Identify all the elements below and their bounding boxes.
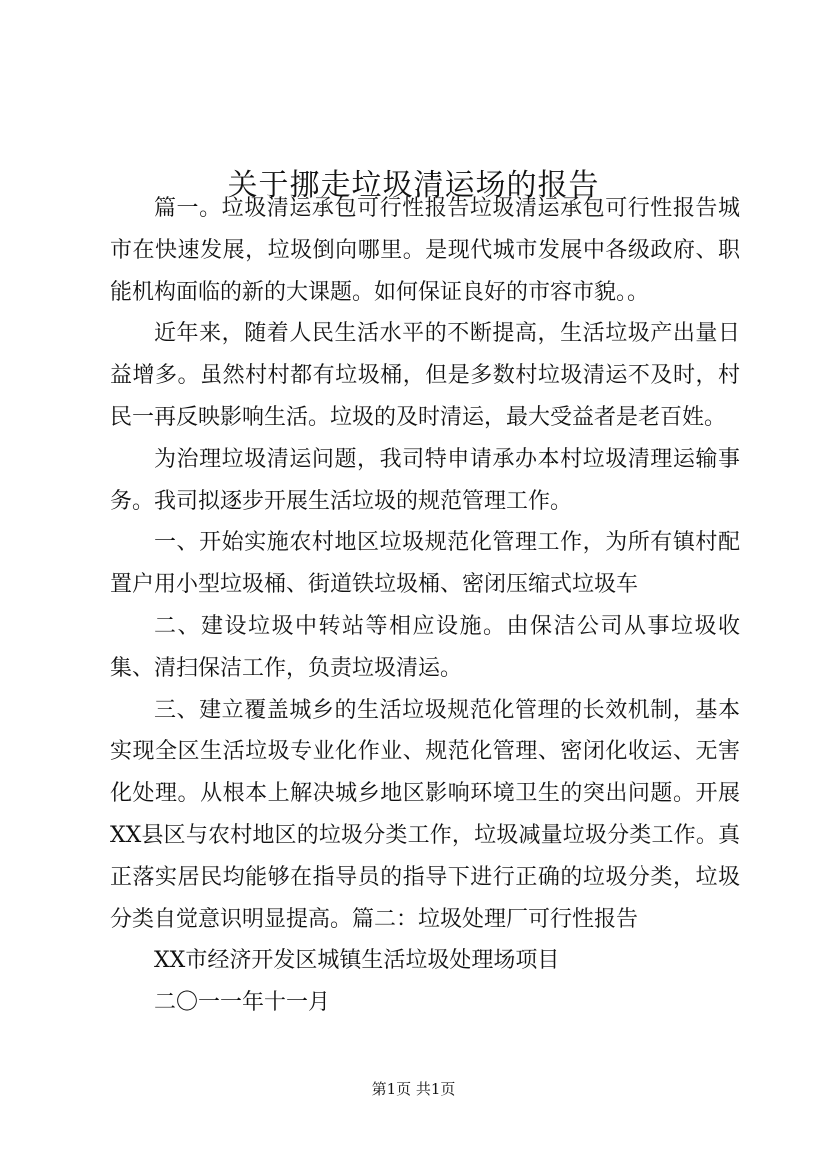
paragraph-1: 篇一。垃圾清运承包可行性报告垃圾清运承包可行性报告城市在快速发展，垃圾倒向哪里。是现代城市发展中各级政府、职能机构面临的新的大课题。如何保证良好的市容市貌。。 [110, 196, 740, 305]
page-footer: 第1页 共1页 [371, 1080, 456, 1098]
paragraph-6: 三、建立覆盖城乡的生活垃圾规范化管理的长效机制，基本实现全区生活垃圾专业化作业、规范化管理、密闭化收运、无害化处理。从根本上解决城乡地区影响环境卫生的突出问题。开展XX县区与农村地区的垃圾分类工作，垃圾减量垃圾分类工作。真正落实居民均能够在指导员的指导下进行正确的垃圾分类，垃圾分类自觉意识明显提高。篇二：垃圾处理厂可行性报告 [110, 697, 740, 932]
paragraph-7: XX市经济开发区城镇生活垃圾处理场项目 [154, 948, 560, 974]
paragraph-3: 为治理垃圾清运问题，我司特申请承办本村垃圾清理运输事务。我司拟逐步开展生活垃圾的规范管理工作。 [110, 446, 740, 514]
paragraph-5: 二、建设垃圾中转站等相应设施。由保洁公司从事垃圾收集、清扫保洁工作，负责垃圾清运。 [110, 613, 740, 681]
page-title: 关于挪走垃圾清运场的报告 [227, 168, 600, 204]
paragraph-4: 一、开始实施农村地区垃圾规范化管理工作，为所有镇村配置户用小型垃圾桶、街道铁垃圾桶、密闭压缩式垃圾车 [110, 530, 740, 598]
paragraph-8: 二〇一一年十一月 [154, 990, 331, 1016]
paragraph-2: 近年来，随着人民生活水平的不断提高，生活垃圾产出量日益增多。虽然村村都有垃圾桶，但是多数村垃圾清运不及时，村民一再反映影响生活。垃圾的及时清运，最大受益者是老百姓。 [110, 321, 740, 430]
document-body [110, 188, 740, 1024]
